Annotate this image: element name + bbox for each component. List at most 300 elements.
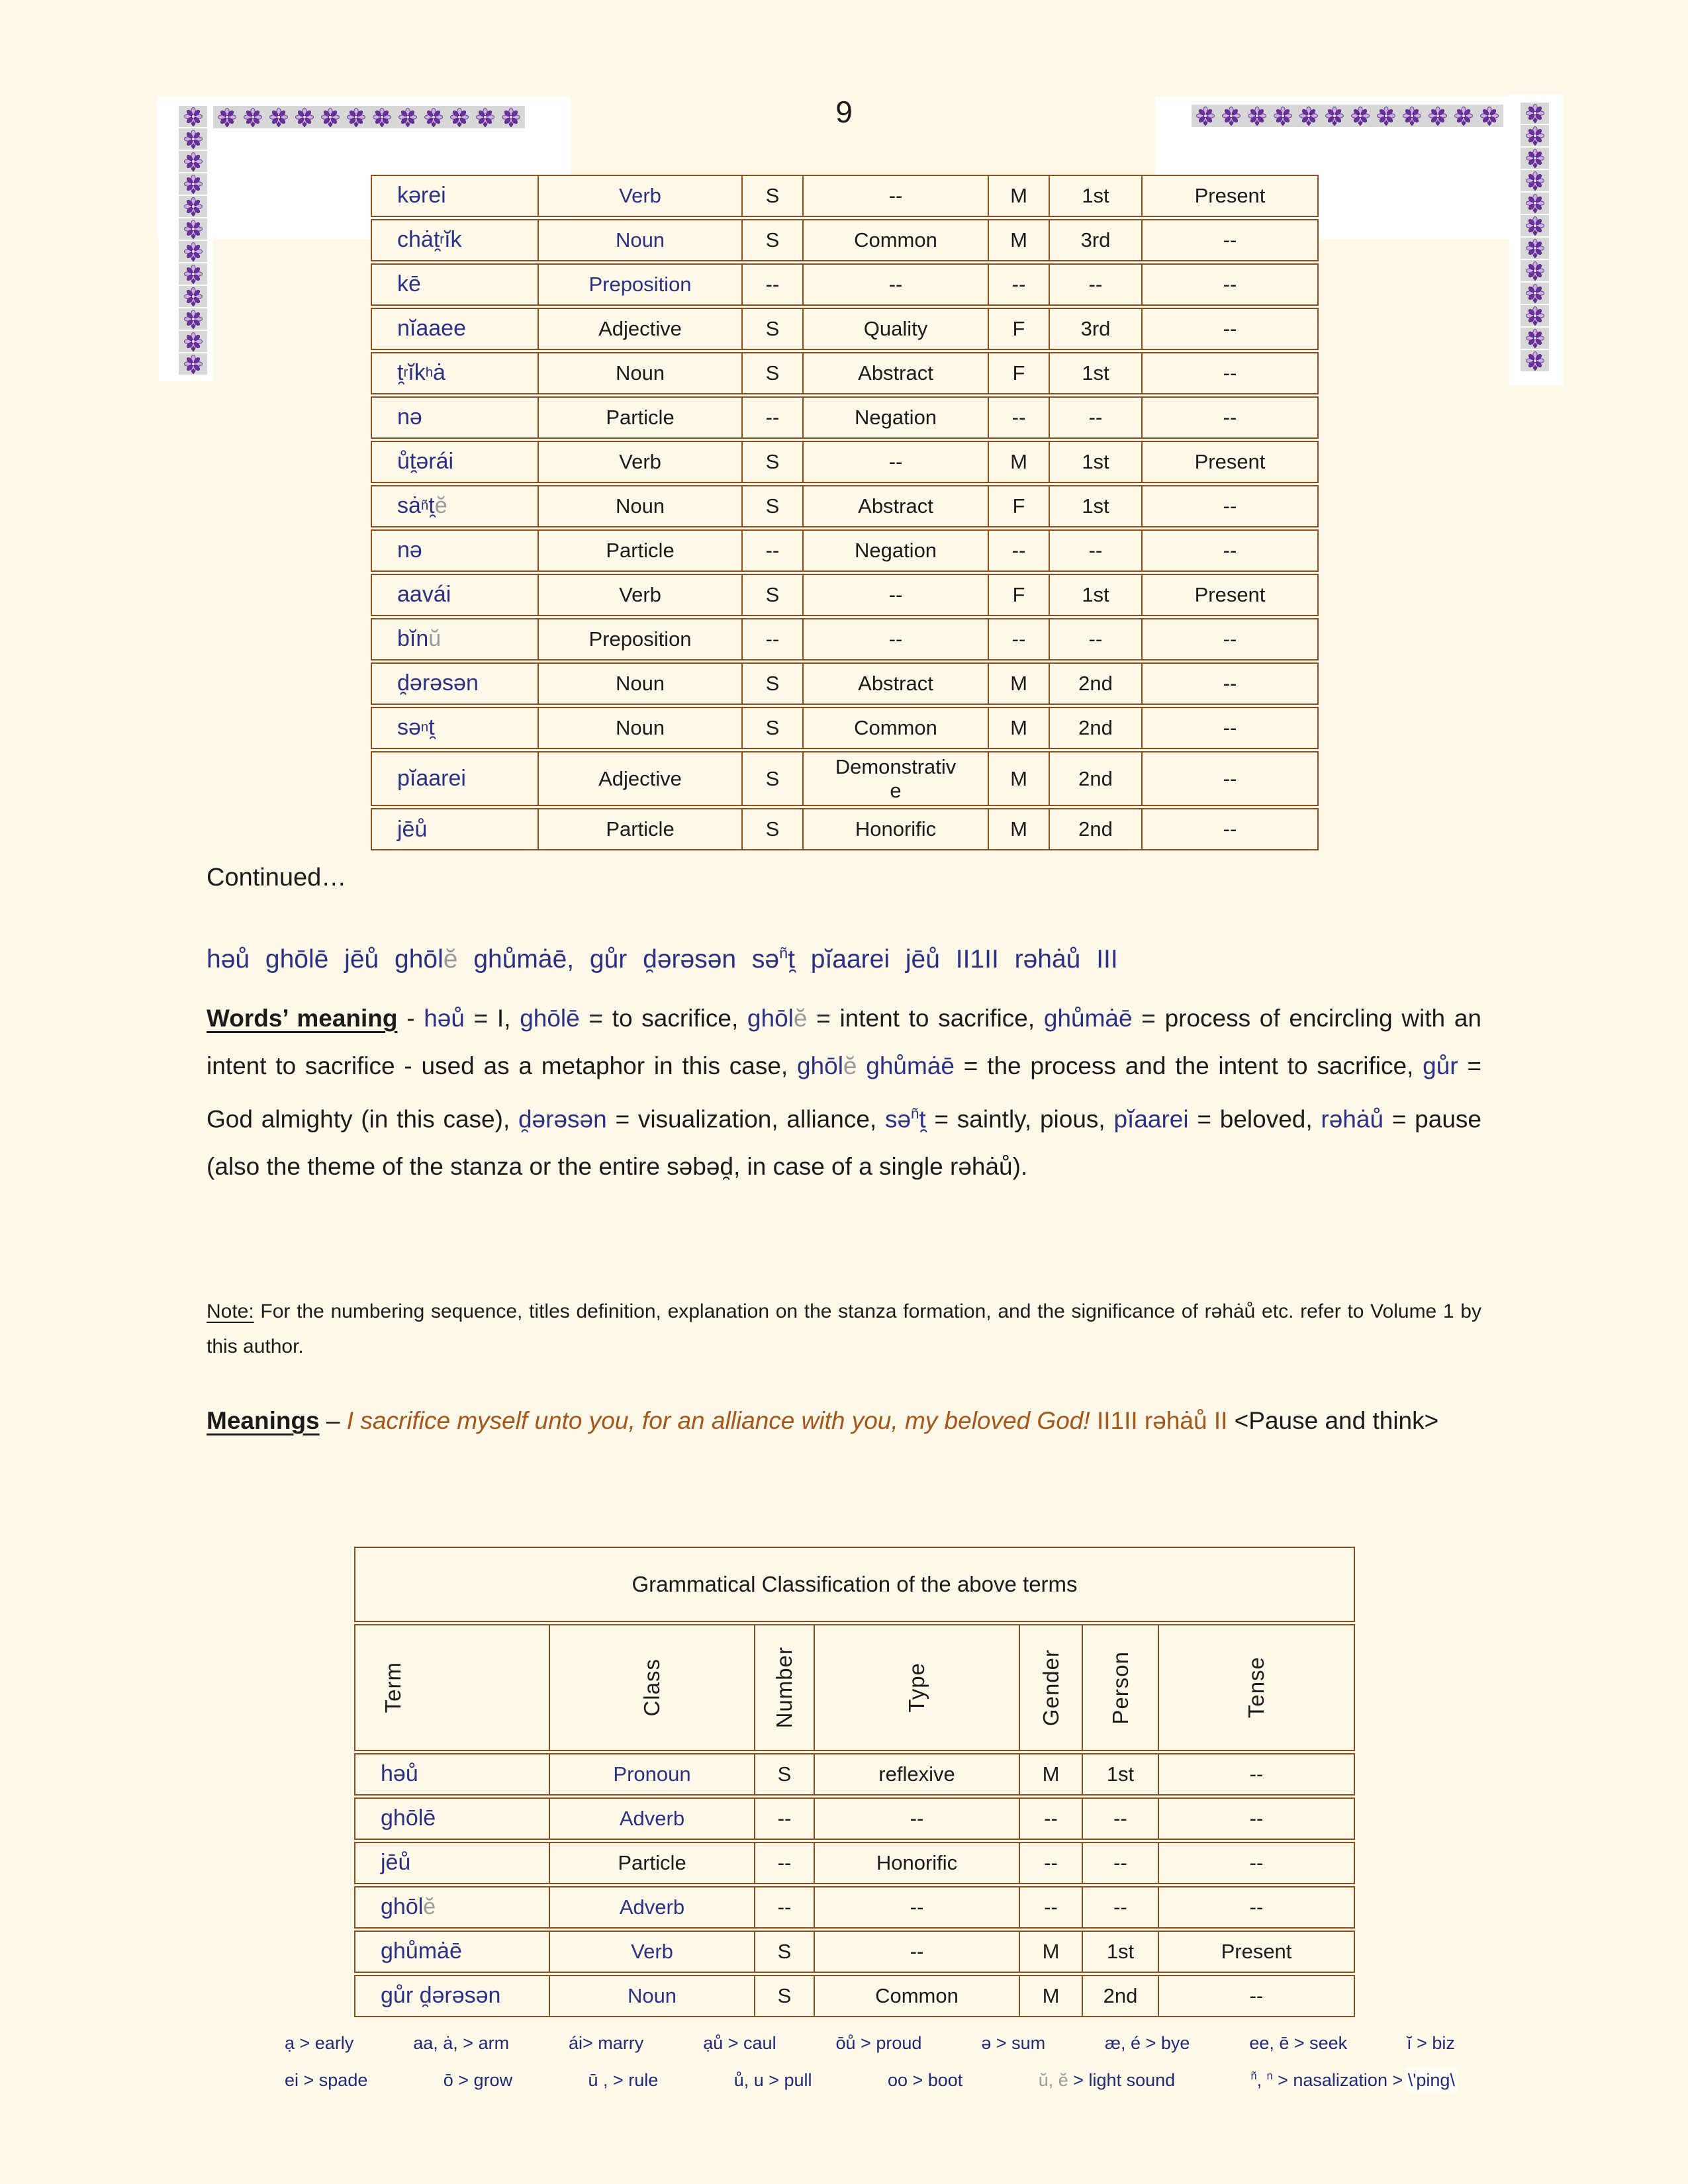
table-cell — [1049, 176, 1141, 216]
table-cell — [1082, 1888, 1158, 1927]
table-row — [371, 574, 1319, 616]
text-run: ĭ > biz — [1407, 2033, 1455, 2053]
text-run: -- — [1011, 539, 1026, 563]
table-cell — [988, 752, 1049, 805]
flower-icon — [1521, 328, 1549, 349]
flower-icon — [179, 241, 207, 262]
text-run: -- — [1088, 539, 1103, 563]
table-cell — [754, 1843, 814, 1883]
flower-border-right — [1521, 103, 1549, 371]
text-run: Quality — [863, 317, 928, 341]
text-run: = visualization, alliance, — [606, 1105, 885, 1133]
words-meaning-paragraph — [207, 995, 1481, 1191]
table-cell — [741, 575, 802, 615]
column-header-person: Person — [1082, 1625, 1158, 1750]
text-run: Common — [875, 1984, 959, 2008]
table-cell — [988, 309, 1049, 349]
text-run: Verb — [619, 184, 661, 208]
text-run: ei > spade — [285, 2070, 368, 2090]
text-run: həů — [424, 1005, 465, 1032]
table-cell — [549, 1799, 754, 1839]
table-cell — [1019, 1754, 1082, 1794]
text-run: Present — [1194, 450, 1266, 474]
table-cell — [355, 1799, 549, 1839]
table-cell — [538, 619, 741, 659]
text-run: -- — [1088, 273, 1103, 296]
column-header-gender: Gender — [1019, 1625, 1082, 1750]
table-cell — [1141, 265, 1317, 304]
table-cell — [741, 220, 802, 260]
table-cell — [372, 708, 538, 748]
page-number: 9 — [835, 95, 853, 129]
table-title: Grammatical Classification of the above terms — [632, 1572, 1078, 1596]
table-cell — [988, 220, 1049, 260]
table-row — [371, 662, 1319, 705]
text-run: ạ > early — [285, 2033, 354, 2053]
table-cell — [355, 1843, 549, 1883]
text-run: ĕ — [843, 1052, 857, 1079]
text-run: -- — [1223, 627, 1237, 651]
text-run: = the process and the intent to sacrifice, — [955, 1052, 1423, 1079]
text-run: ĕ — [793, 1005, 808, 1032]
text-run: Abstract — [858, 361, 933, 385]
text-run: 1st — [1082, 361, 1109, 385]
pronunciation-legend-row1 — [285, 2033, 1455, 2054]
flower-icon — [1521, 238, 1549, 259]
flower-icon — [179, 331, 207, 352]
text-run: -- — [1249, 1984, 1264, 2008]
table-cell — [538, 176, 741, 216]
text-run: ůt̯ərái — [397, 449, 454, 475]
text-run: = pause (also the theme of the stanza or the entire səbəd̯, in case of a single rəhȧů). — [207, 1105, 1481, 1181]
table-cell — [372, 220, 538, 260]
text-run: M — [1042, 1940, 1060, 1964]
text-run: t̯ — [428, 715, 435, 741]
table-cell — [1141, 220, 1317, 260]
table-cell — [549, 1976, 754, 2016]
table-cell — [1049, 708, 1141, 748]
text-run: 1st — [1106, 1940, 1135, 1964]
text-run: > nasalization > — [1272, 2070, 1408, 2090]
table-cell — [1049, 752, 1141, 805]
text-run: = God almighty (in this case), — [207, 1052, 1481, 1133]
legend-item — [734, 2070, 812, 2091]
table-cell — [1082, 1799, 1158, 1839]
text-run: -- — [1113, 1807, 1127, 1831]
text-run: Note: — [207, 1300, 254, 1322]
text-run: -- — [1088, 406, 1103, 430]
text-run: ñ — [779, 944, 788, 962]
table-cell — [741, 664, 802, 704]
legend-item — [703, 2033, 776, 2054]
flower-icon — [1521, 260, 1549, 281]
text-run: M — [1042, 1762, 1060, 1786]
text-run: ū , > rule — [588, 2070, 659, 2090]
table-row — [371, 175, 1319, 217]
text-run: Meanings — [207, 1407, 320, 1434]
column-header-type: Type — [814, 1625, 1019, 1750]
text-run: = beloved, — [1188, 1105, 1321, 1133]
text-run: ghōl — [747, 1005, 794, 1032]
text-run: For the numbering sequence, titles definition, explanation on the stanza formation, and the significance of rəhȧů etc. refer to Volume 1 by this author. — [207, 1300, 1481, 1357]
table-cell — [988, 664, 1049, 704]
table-cell — [754, 1976, 814, 2016]
table-cell — [372, 575, 538, 615]
flower-icon — [179, 286, 207, 307]
table-cell — [372, 619, 538, 659]
table-cell — [1049, 442, 1141, 482]
legend-item — [1039, 2070, 1175, 2091]
text-run: S — [777, 1762, 792, 1786]
legend-item — [981, 2033, 1045, 2054]
table-row — [354, 1931, 1355, 1973]
text-run: d̯ərəsən — [397, 670, 479, 696]
table-cell — [988, 442, 1049, 482]
text-run: sə — [884, 1105, 912, 1133]
text-run: t̯ — [397, 360, 404, 386]
text-run: Noun — [615, 494, 665, 518]
text-run: -- — [765, 273, 780, 296]
text-run: pĭaarei — [1113, 1105, 1189, 1133]
table-row — [371, 352, 1319, 394]
text-run: F — [1012, 317, 1025, 341]
table-cell — [538, 708, 741, 748]
table-cell — [1019, 1932, 1082, 1972]
text-run: r — [403, 365, 408, 381]
text-run: ĕ — [434, 493, 447, 519]
text-run: ȧ — [433, 360, 445, 386]
text-run: -- — [888, 583, 903, 607]
text-run: 2nd — [1078, 672, 1113, 696]
text-run: ái> marry — [569, 2033, 644, 2053]
text-run: -- — [1011, 406, 1026, 430]
table-cell — [1049, 575, 1141, 615]
text-run: ghōlē — [381, 1805, 436, 1831]
table-cell — [741, 353, 802, 393]
table-cell — [802, 752, 988, 805]
text-run: kərei — [397, 183, 446, 208]
table-cell — [355, 1754, 549, 1794]
text-run: ĭk — [444, 227, 462, 253]
table-cell — [814, 1799, 1019, 1839]
flower-icon — [179, 308, 207, 330]
text-run: -- — [1223, 817, 1237, 841]
text-run: -- — [1223, 228, 1237, 252]
column-header-class: Class — [549, 1625, 754, 1750]
text-run: -- — [765, 406, 780, 430]
table-cell — [802, 708, 988, 748]
table-cell — [538, 664, 741, 704]
text-run: -- — [1249, 1895, 1264, 1919]
text-run: M — [1010, 450, 1027, 474]
table-cell — [741, 265, 802, 304]
table-cell — [538, 398, 741, 437]
text-run: Preposition — [588, 273, 692, 296]
flower-icon — [179, 263, 207, 285]
table-cell — [741, 398, 802, 437]
table-cell — [1141, 664, 1317, 704]
table-cell — [802, 442, 988, 482]
text-run: M — [1042, 1984, 1060, 2008]
table-cell — [741, 809, 802, 849]
table-cell — [1049, 664, 1141, 704]
column-header-number: Number — [754, 1625, 814, 1750]
text-run: = saintly, pious, — [925, 1105, 1114, 1133]
legend-item — [285, 2070, 367, 2091]
table-cell — [1141, 486, 1317, 526]
table-cell — [814, 1843, 1019, 1883]
text-run: -- — [1223, 716, 1237, 740]
table-cell — [1141, 309, 1317, 349]
table-cell — [802, 353, 988, 393]
table-cell — [741, 619, 802, 659]
table-cell — [1158, 1976, 1354, 2016]
text-run: Common — [854, 228, 937, 252]
table-cell — [355, 1976, 549, 2016]
text-run: – — [319, 1407, 347, 1434]
table-cell — [355, 1932, 549, 1972]
table-cell — [754, 1799, 814, 1839]
text-run: gůr — [1423, 1052, 1458, 1079]
table-cell — [538, 531, 741, 570]
table-cell — [1158, 1932, 1354, 1972]
text-run: 1st — [1106, 1762, 1135, 1786]
text-run: Pronoun — [613, 1762, 691, 1786]
table-cell — [1049, 309, 1141, 349]
table-cell — [754, 1754, 814, 1794]
text-run: S — [765, 494, 780, 518]
table-cell — [741, 442, 802, 482]
text-run: aavái — [397, 582, 451, 608]
table-cell — [1141, 752, 1317, 805]
text-run: jēů — [381, 1850, 411, 1876]
table-cell — [549, 1932, 754, 1972]
table-cell — [741, 309, 802, 349]
flower-icon — [179, 173, 207, 195]
text-run: Demonstrative — [835, 755, 957, 802]
table-cell — [1049, 619, 1141, 659]
flower-icon — [1521, 283, 1549, 304]
text-run: -- — [910, 1940, 924, 1964]
table-cell — [1019, 1799, 1082, 1839]
text-run: II1II rəhȧů II — [1096, 1407, 1235, 1434]
text-run: ñ — [911, 1105, 919, 1122]
legend-item — [569, 2033, 643, 2054]
text-run: d̯ərəsən — [518, 1105, 607, 1133]
text-run: Present — [1194, 184, 1266, 208]
table-cell — [1082, 1754, 1158, 1794]
text-run: M — [1010, 184, 1027, 208]
text-run: nə — [397, 537, 422, 563]
table-row — [354, 1842, 1355, 1884]
table-cell — [802, 619, 988, 659]
table-cell — [802, 575, 988, 615]
text-run: Noun — [615, 228, 665, 252]
text-run: t̯ — [428, 493, 435, 519]
table-row — [371, 219, 1319, 261]
table-cell — [754, 1888, 814, 1927]
text-run: S — [777, 1984, 792, 2008]
table-cell — [1019, 1976, 1082, 2016]
text-run: ō > grow — [443, 2070, 513, 2090]
table-cell — [1158, 1799, 1354, 1839]
legend-item — [836, 2033, 922, 2054]
text-run: ghůmȧē — [381, 1938, 462, 1964]
table-cell — [814, 1754, 1019, 1794]
table-cell — [549, 1888, 754, 1927]
text-run: jēů — [397, 816, 428, 842]
text-run: -- — [1088, 627, 1103, 651]
text-run: n — [420, 720, 429, 735]
table-cell — [372, 486, 538, 526]
table-cell — [372, 265, 538, 304]
text-run: -- — [1044, 1807, 1058, 1831]
text-run: -- — [765, 539, 780, 563]
text-run: F — [1012, 583, 1025, 607]
text-run: Words’ meaning — [207, 1005, 398, 1032]
text-run: t̯ — [919, 1105, 926, 1133]
table-cell — [1141, 398, 1317, 437]
text-run: 1st — [1082, 583, 1109, 607]
table-row — [371, 263, 1319, 306]
table-row — [354, 1975, 1355, 2017]
text-run: 2nd — [1078, 817, 1113, 841]
table-cell — [802, 220, 988, 260]
table-cell — [372, 353, 538, 393]
table-cell — [355, 1888, 549, 1927]
text-run: -- — [888, 450, 903, 474]
text-run: ghůmȧē — [1043, 1005, 1133, 1032]
text-run: M — [1010, 228, 1027, 252]
table-cell — [372, 531, 538, 570]
flower-icon — [179, 128, 207, 150]
text-run: -- — [1223, 317, 1237, 341]
table-cell — [754, 1932, 814, 1972]
legend-item — [888, 2070, 962, 2091]
table-cell — [814, 1932, 1019, 1972]
table-cell — [372, 398, 538, 437]
text-run: Common — [854, 716, 937, 740]
flower-icon — [179, 151, 207, 172]
text-run: -- — [777, 1851, 792, 1875]
table-cell — [1141, 442, 1317, 482]
text-run: Particle — [618, 1851, 686, 1875]
text-run: -- — [1249, 1851, 1264, 1875]
text-run: Particle — [606, 406, 675, 430]
text-run: - — [397, 1005, 424, 1032]
table-cell — [1049, 809, 1141, 849]
table-cell — [538, 442, 741, 482]
text-run: ĕ — [443, 945, 458, 974]
text-run: həů — [381, 1761, 418, 1787]
table-cell — [741, 752, 802, 805]
text-run: -- — [1249, 1762, 1264, 1786]
table-cell — [988, 265, 1049, 304]
text-run: M — [1010, 672, 1027, 696]
table-cell — [538, 486, 741, 526]
text-run: F — [1012, 494, 1025, 518]
table-cell — [1141, 353, 1317, 393]
table-cell — [538, 809, 741, 849]
text-run: ghōlē — [520, 1005, 580, 1032]
text-run: -- — [888, 627, 903, 651]
flower-icon — [1521, 193, 1549, 214]
text-run: Abstract — [858, 672, 933, 696]
text-run: S — [765, 817, 780, 841]
flower-icon — [179, 218, 207, 240]
text-run: S — [765, 228, 780, 252]
text-run: Noun — [627, 1984, 677, 2008]
text-run: 1st — [1082, 184, 1109, 208]
table-cell — [741, 176, 802, 216]
table-cell — [372, 309, 538, 349]
text-run: h — [425, 365, 434, 381]
table-cell — [538, 265, 741, 304]
text-run: 2nd — [1078, 766, 1113, 790]
text-run: S — [765, 583, 780, 607]
table-cell — [1082, 1976, 1158, 2016]
table-row — [371, 808, 1319, 850]
table-title-row — [354, 1547, 1355, 1622]
text-run: Abstract — [858, 494, 933, 518]
grammar-table-continued — [371, 175, 1319, 850]
text-run: ə > sum — [981, 2033, 1046, 2053]
text-run: -- — [888, 184, 903, 208]
table-cell — [1082, 1843, 1158, 1883]
text-run: S — [765, 317, 780, 341]
text-run: F — [1012, 361, 1025, 385]
text-run: həů ghōlē jēů ghōl — [207, 945, 444, 974]
text-run: -- — [888, 273, 903, 296]
table-row — [371, 618, 1319, 660]
flower-icon — [1521, 350, 1549, 371]
column-header-tense: Tense — [1158, 1625, 1354, 1750]
text-run: Particle — [606, 817, 675, 841]
text-run: S — [765, 184, 780, 208]
text-run: -- — [1113, 1895, 1127, 1919]
text-run: 1st — [1082, 494, 1109, 518]
text-run: M — [1010, 716, 1027, 740]
table-cell — [372, 809, 538, 849]
text-run: -- — [1223, 273, 1237, 296]
table-cell — [741, 708, 802, 748]
text-run: -- — [777, 1807, 792, 1831]
table-cell — [988, 176, 1049, 216]
table-row — [371, 707, 1319, 749]
text-run: sȧ — [397, 493, 421, 519]
table-cell — [741, 531, 802, 570]
text-run: bĭn — [397, 626, 429, 652]
meanings-paragraph — [207, 1395, 1491, 1446]
text-run: -- — [910, 1807, 924, 1831]
text-run: 2nd — [1103, 1984, 1138, 2008]
table-cell — [988, 398, 1049, 437]
text-run: -- — [1223, 766, 1237, 790]
table-cell — [372, 176, 538, 216]
table-row — [354, 1886, 1355, 1929]
table-row — [354, 1797, 1355, 1840]
text-run: ghōl — [796, 1052, 843, 1079]
text-run: = I, — [464, 1005, 520, 1032]
text-run: nə — [397, 404, 422, 430]
text-run: -- — [1044, 1851, 1058, 1875]
table-cell — [988, 575, 1049, 615]
table-cell — [988, 619, 1049, 659]
legend-item — [1249, 2033, 1347, 2054]
table-cell — [372, 664, 538, 704]
table-cell — [988, 486, 1049, 526]
continued-label: Continued… — [207, 864, 347, 891]
